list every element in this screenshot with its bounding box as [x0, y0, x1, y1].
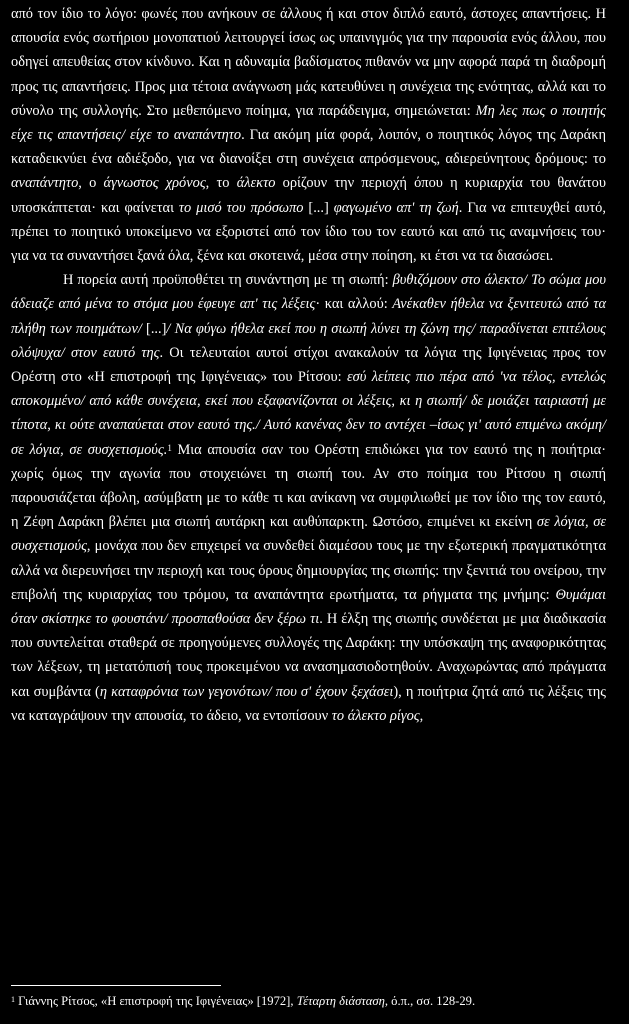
text-run: , — [419, 707, 424, 724]
text-run: . Η έλξη της σιωπής συνδέεται με μια διαδικασία που συντελείται σταθερά σε προηγούμενες συλλογές της Δαράκη: την υπόσκαψη της αναφορικότητας των λέξεων, τη μετατόπισή τους προκειμένου να ανασημασιοδοτηθούν. Αναχωρώντας από πράγματα και συμβάντα ( — [11, 611, 607, 700]
italic-quote: το μισό του πρόσωπο — [178, 199, 304, 216]
text-run: από τον ίδιο το λόγο: φωνές που ανήκουν σε άλλους ή και στον διπλό εαυτό, άστοχες απαντήσεις. Η απουσία ενός σωτήριου μονοπατιού λειτουργεί ίσως ως υπαινιγμός για την παρουσία ενός άλλου, που οδηγεί απευθείας στον κίνδυνο. Και η αδυναμία βαδίσματος πιθανόν να μην αφορά παρά τη διαδρομή προς τις απαντήσεις. Προς μια τέτοια ανάγνωση μάς κατευθύνει η συνέχεια της ενότητας, αλλά και το σύνολο της συλλογής. Στο μεθεπόμενο ποίημα, για παράδειγμα, σημειώνεται: — [11, 6, 606, 119]
italic-quote: αναπάντητο — [11, 175, 79, 192]
italic-quote: το άλεκτο ρίγος — [331, 707, 420, 724]
italic-quote: Τέταρτη διάσταση — [296, 994, 385, 1008]
paragraph-1 — [11, 2, 606, 268]
text-run: , ο — [78, 175, 104, 192]
text-run: , μονάχα που δεν επιχειρεί να συνδεθεί διαμέσου τους με την εξωτερική πραγματικότητα αλλά να διερευνήσει την περιοχή και τους όρους δημιουργίας της σιωπής: την ξενιτιά του ονείρου, την επιβολή της κυριαρχίας του τρόμου, τα αναπάντητα ερωτήματα, τα ρήγματα της μνήμης: — [11, 538, 606, 603]
italic-quote: φαγωμένο απ' τη ζωή — [333, 199, 459, 216]
text-run: ), η ποιήτρια ζητά από τις λέξεις της να καταγράψουν την απουσία, το άδειο, να εντοπίσουν — [11, 683, 606, 724]
paragraph-2 — [11, 268, 606, 728]
italic-quote: η καταφρόνια των γεγονότων/ που σ' έχουν ξεχάσει — [99, 683, 394, 700]
italic-quote: Μη λες πως ο ποιητής είχε τις απαντήσεις/ είχε το αναπάντητο — [11, 102, 607, 144]
text-run: Μια απουσία σαν του Ορέστη επιδιώκει για τον εαυτό της η ποιήτρια· χωρίς όμως την αγωνία που στοιχειώνει τη σιωπή του. Αν στο ποίημα του Ρίτσου η σιωπή παρουσιάζεται άβολη, ασύμβατη με το κάθε τι και ανίκανη να συμφιλιωθεί με τον ίδιο της τον εαυτό, η Ζέφη Δαράκη βλέπει μια σιωπή αυτάρκη και αυθύπαρκτη. Ωστόσο, επιμένει κι εκείνη — [11, 441, 606, 531]
text-run: . Για ακόμη μία φορά, λοιπόν, ο ποιητικός λόγος της Δαράκη καταδεικνύει ένα αδιέξοδο, για να διανοίξει στη συνέχεια απρόσμενους, αδιερεύνητους δρόμους: το — [11, 127, 607, 168]
text-run: , το — [205, 175, 237, 192]
text-run: , ό.π., σσ. 128-29. — [384, 994, 476, 1008]
italic-quote: εσύ λείπεις πιο πέρα από 'να τέλος, εντελώς αποκομμένο/ από κάθε συνέχεια, εκεί που εξαφανίζονται οι λέξεις, κι η σιωπή/ δε μοιάζει ταιριαστή με τίποτα, κι ούτε αναπαύεται στον εαυτό της./ Αυτό κανένας δεν το αντέχει –ίσως γι' αυτό επιμένω ακόμη/ σε λόγια, σε συσχετισμούς. — [11, 369, 606, 458]
footnote-marker: 1 — [167, 442, 172, 453]
italic-quote: Ανέκαθεν ήθελα να ξενιτευτώ από τα πλήθη των ποιημάτων/ — [11, 296, 607, 337]
italic-quote: / Να φύγω ήθελα εκεί που η σιωπή λύνει τη ζώνη της/ παραδίνεται επιτέλους ολόψυχα/ στον εαυτό της — [11, 320, 607, 361]
footnote — [11, 993, 621, 1009]
italic-quote: σε λόγια, σε συσχετισμούς — [11, 514, 607, 555]
text-run: Η πορεία αυτή προϋποθέτει τη συνάντηση με τη σιωπή: — [63, 272, 393, 289]
footnote-marker: 1 — [11, 995, 15, 1004]
italic-quote: Θυμάμαι όταν σκίστηκε το φουστάνι/ προσπαθούσα δεν ξέρω τι — [11, 586, 606, 628]
italic-quote: βυθιζόμουν στο άλεκτο/ Το σώμα μου άδειαζε από μένα το στόμα μου έφευγε απ' τις λέξεις — [11, 272, 607, 313]
italic-quote: άγνωστος χρόνος — [103, 175, 206, 192]
body-text — [11, 2, 606, 728]
footnote-separator — [11, 985, 221, 986]
italic-quote: άλεκτο — [236, 175, 276, 192]
text-run: ορίζουν την περιοχή όπου η κυριαρχία του θανάτου υποσκάπτεται· και φαίνεται — [11, 175, 606, 216]
text-run: [...] — [141, 320, 167, 337]
text-run: . Για να επιτευχθεί αυτό, πρέπει το ποιητικό υποκείμενο να εξοριστεί από τον ίδιο του τον εαυτό και από τις αναμνήσεις του· για να τα συναντήσει ξανά όλα, ξένα και σκοτεινά, μέσα στην ποίηση, κι έτσι να τα διασώσει. — [11, 199, 606, 265]
text-run: · και αλλού: — [315, 296, 393, 313]
text-run: . Οι τελευταίοι αυτοί στίχοι ανακαλούν τα λόγια της Ιφιγένειας προς τον Ορέστη στο «Η επιστροφή της Ιφιγένειας» του Ρίτσου: — [11, 344, 606, 386]
text-run: [...] — [303, 199, 334, 216]
text-run: Γιάννης Ρίτσος, «Η επιστροφή της Ιφιγένειας» [1972], — [15, 994, 297, 1008]
